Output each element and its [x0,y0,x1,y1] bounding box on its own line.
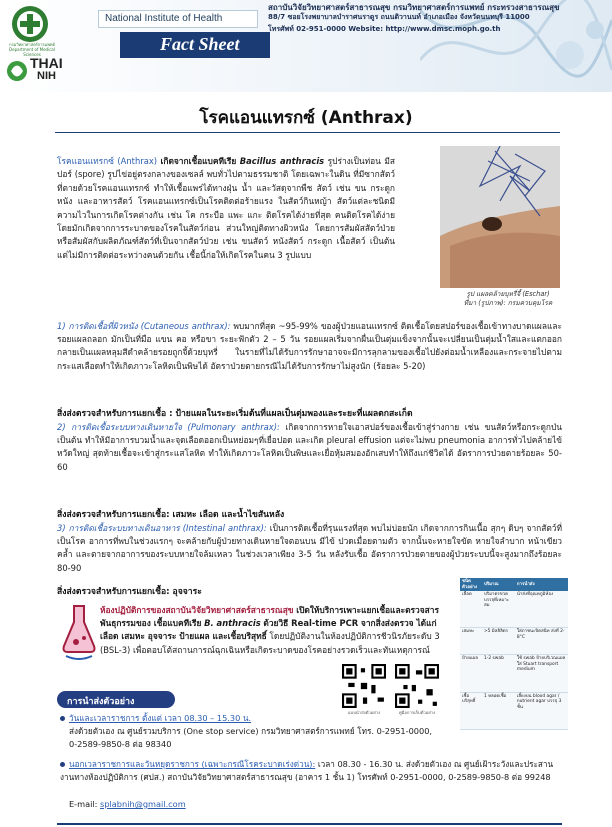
table-header-cell: ปริมาณ [482,578,515,591]
photo-caption-line-2: ที่มา (รูปภาพ): กรมควบคุมโรค [463,299,553,307]
office-hours-body-2: 0-2589-9850-8 ต่อ 98340 [69,739,172,749]
table-cell: ป้ายแผล [460,655,482,692]
qr-code-submission-form[interactable] [342,664,386,708]
email-link[interactable]: splabnih@gmail.com [100,799,186,809]
table-header-row [460,578,568,591]
table-header-cell: การนำส่ง [515,578,568,591]
email-label: E-mail: [69,799,98,809]
qr-code-sampling-guide[interactable] [395,664,439,708]
table-cell: ปริมาตรขวด บรรจุที่เหมาะสม [482,591,515,628]
institute-label: National Institute of Health [98,10,258,28]
specimen-note: สิ่งส่งตรวจสำหรับการแยกเชื้อ: เสมหะ เลือด และน้ำไขสันหลัง [57,510,285,520]
table-cell: ใส่ภาชนะปิดสนิท ส่งที่ 2-8°C [515,628,568,655]
send-specimen-label: การนำส่งตัวอย่าง [57,691,175,708]
bullet-icon [60,762,65,767]
section-heading: 3) การติดเชื้อระบบทางเดินอาหาร (Intestinal anthrax): [57,523,267,533]
table-row [460,591,568,628]
list-item-after-hours [60,758,565,798]
section-cutaneous [57,320,562,400]
email-row [69,798,565,811]
section-body: เป็นการติดเชื้อที่รุนแรงที่สุด พบไม่บ่อยนัก เกิดจากการกินเนื้อ สุกๆ ดิบๆ จากสัตว์ที่เป็นโรค อาการที่พบในช่วงแรกๆ จะคล้ายกับผู้ป่วยทางเดินหายใจตอนบน มีไข้ ปวดเมื่อยตามตัว จากนั้นจะหายใจขัด หายใจลำบาก หน้าเขียวคล้ำ และตายจากอาการของระบบหายใจล้มเหลว ในช่วงเวลาเพียง 3-5 วัน หลังรับเชื้อ อัตราการป่วยตายของผู้ป่วยระบบนี้จะสูงมากถึงร้อยละ 80-90 [57,523,562,573]
lab-lead: ห้องปฏิบัติการของสถาบันวิจัยวิทยาศาสตร์สาธารณสุข [100,605,294,615]
office-hours-heading[interactable]: วันและเวลาราชการ ตั้งแต่ เวลา 08.30 – 15.30 น. [69,713,252,723]
section-body: พบมากที่สุด ~95-99% ของผู้ป่วยแอนแทรกซ์ ติดเชื้อโดยสปอร์ของเชื้อเข้าทางบาดแผลและรอยแผลถลอก มักเป็นที่มือ แขน คอ หรือขา ระยะฟักตัว 2 – 5 วัน รอยแผลเริ่มจากผื่นเป็นตุ่มแข็งจากนั้นจะเปลี่ยนเป็นตุ่มน้ำใสและแตกออกกลายเป็นแผลหลุมสีดำคล้ายรอยถูกจี้ด้วยบุหรี่ ในรายที่ไม่ได้รับการรักษาอาจจะมีการลุกลามของเชื้อไปยังต่อมน้ำเหลืองและกระจายไปตามกระแสเลือดทำให้เกิดภาวะโลหิตเป็นพิษได้ อัตราป่วยตายกรณีไม่ได้รับการรักษาไม่สูงนัก (ร้อยละ 5-20) [57,321,562,371]
fact-sheet-label: Fact Sheet [120,32,270,58]
intro-species: Bacillus anthracis [239,156,325,166]
section-heading: 2) การติดเชื้อระบบทางเดินหายใจ (Pulmonary anthrax): [57,422,280,432]
list-item-office-hours [60,712,565,725]
bottom-divider [57,823,562,825]
table-cell: นำส่งที่อุณหภูมิห้อง [515,591,568,628]
logo-caption: กรมวิทยาศาสตร์การแพทย์ Department of Medical Sciences [9,42,55,57]
page-title: โรคแอนแทรกซ์ (Anthrax) [199,108,413,128]
section-body: เกิดจากการหายใจเอาสปอร์ของเชื้อเข้าสู่ร่างกาย เช่น ขนสัตว์หรือกระดูกป่น เป็นต้น ทำให้มีอาการบวมน้ำและจุดเลือดออกเป็นหย่อมๆที่เยื่อปอด และเกิด pleural effusion แต่จะไม่พบ pneumonia อาการทั่วไปคล้ายไข้หวัดใหญ่ สุดท้ายเชื้อจะเข้าสู่กระแสโลหิต ทำให้เกิดภาวะโลหิตเป็นพิษและเยื่อหุ้มสมองอักเสบทำให้ถึงแก่ชีวิตได้ อัตราการป่วยตายร้อยละ 50-60 [57,422,562,472]
thainih-wordmark-2: NIH [37,70,56,82]
page-header [0,0,612,92]
lab-services-text [100,604,450,660]
eschar-photo [440,146,560,288]
table-cell: เลือด [460,591,482,628]
intro-body: รูปร่างเป็นท่อน มีสปอร์ (spore) รูปไข่อยู่ตรงกลางของเซลล์ พบทั่วไปตามธรรมชาติ โดยเฉพาะในดิน ที่มีซากสัตว์ที่ตายด้วยโรคแอนแทรกซ์ ทำให้เชื้อแพร่ได้ทางฝุ่น น้ำ และวัสดุจากพืช สัตว์ เช่น ขน กระดูกหนัง และอาหารสัตว์ โรคแอนแทรกซ์เป็นโรคติดต่อร้ายแรง ในสัตว์กินหญ้า สัตว์แต่ละชนิดมีความไวในการเกิดโรคต่างกัน เช่น โค กระบือ แพะ แกะ ติดโรคได้ง่ายที่สุด คนติดโรคได้ง่าย โดยมักเกิดจากการระบาดของโรคในสัตว์ก่อน ส่วนใหญ่ติดทางผิวหนัง โดยการสัมผัสสัตว์ป่วย หรือสัมผัสกับผลิตภัณฑ์สัตว์ที่เป็นจากสัตว์ป่วย เช่น ขนสัตว์ หนังสัตว์ กระดูก เนื้อสัตว์ เป็นต้น แต่ไม่มีการติดต่อระหว่างคนด้วยกัน เชื้อนี้ก่อให้เกิดโรคในคน 3 รูปแบบ [57,156,395,260]
qr-caption: แบบนำส่งตัวอย่าง [347,710,381,715]
title-divider [55,132,560,133]
org-line-3: โทรศัพท์ 02-951-0000 Website: http://www.dmsc.moph.go.th [268,25,501,33]
table-header-cell: ชนิดตัวอย่าง [460,578,482,591]
section-intestinal [57,522,562,580]
photo-caption-line-1: รูป แผลคล้ายบุหรี่จี้ (Eschar) [466,290,550,298]
table-cell: 1-2 swab [482,655,515,692]
table-cell: เสมหะ [460,628,482,655]
lab-lead-cont: เปิดให้บริการเพาะแยกเชื้อและตรวจสารพันธุกรรมของ เชื้อแบคทีเรีย [100,605,439,629]
table-cell: เชื้อบริสุทธิ์ [460,692,482,729]
specimen-table [460,578,568,730]
specimen-note: สิ่งส่งตรวจสำหรับการแยกเชื้อ: อุจจาระ [57,587,202,597]
lab-specimens: จากสิ่งส่งตรวจ ได้แก่ เลือด เสมหะ อุจจาระ ป้ายแผล และเชื้อบริสุทธิ์ [100,618,437,642]
intro-paragraph [57,155,395,315]
lab-method: ด้วยวิธี Real-time PCR [263,618,359,629]
specimen-note: สิ่งส่งตรวจสำหรับการแยกเชื้อ : ป้ายแผลในระยะเริ่มต้นที่แผลเป็นตุ่มพองและระยะที่แผลตกสะเก็ด [57,409,413,419]
bullet-icon [60,716,65,721]
lab-flask-icon [60,602,98,662]
after-hours-heading[interactable]: นอกเวลาราชการและวันหยุดราชการ (เฉพาะกรณีโรคระบาดเร่งด่วน): [69,759,316,769]
org-line-2: 88/7 ซอยโรงพยาบาลบำราศนราดูร ถนนติวานนท์ อำเภอเมือง จังหวัดนนทบุรี 11000 [268,13,530,21]
intro-term: โรคแอนแทรกซ์ (Anthrax) [57,156,158,166]
after-hours-body: เวลา 08.30 - 16.30 น. ส่งด้วยตัวเอง ณ ศูนย์เฝ้าระวังและประสานงานทางห้องปฏิบัติการ (ศปส.) สถาบันวิจัยวิทยาศาสตร์สาธารณสุข (อาคาร 1 ชั้น 1) โทรศัพท์ 0-2951-0000, 0-2589-9850-8 ต่อ 99248 [60,759,554,782]
office-hours-body: ส่งด้วยตัวเอง ณ ศูนย์รวมบริการ (One stop service) กรมวิทยาศาสตร์การแพทย์ โทร. 0-2951-0000, [69,726,433,736]
table-cell: 1 หลอดเชื้อ [482,692,515,729]
table-cell: >5 มิลลิลิตร [482,628,515,655]
lab-tail: โดยปฏิบัติงานในห้องปฏิบัติการชีวนิรภัยระดับ 3 (BSL-3) เพื่อตอบโต้สถานการณ์ฉุกเฉินหรือเกิดระบาดของโรคอย่างรวดเร็วและทันเหตุการณ์ [100,631,440,655]
lab-species: B. anthracis [204,618,261,629]
table-row [460,655,568,692]
section-pulmonary [57,421,562,501]
qr-caption: คู่มือการเก็บตัวอย่าง [398,710,436,715]
org-line-1: สถาบันวิจัยวิทยาศาสตร์สาธารณสุข กรมวิทยาศาสตร์การแพทย์ กระทรวงสาธารณสุข [268,3,560,12]
table-cell: ใช้ swab ป้ายบริเวณแผล ใส่ Stuart transport medium [515,655,568,692]
table-cell: เลี้ยงบน blood agar / nutrient agar บรรจุ 3 ชั้น [515,692,568,729]
intro-cause: เกิดจากเชื้อแบคทีเรีย [160,156,237,166]
section-heading: 1) การติดเชื้อที่ผิวหนัง (Cutaneous anthrax): [57,321,231,331]
dmsc-logo [8,4,52,44]
photo-caption [454,290,562,308]
table-row [460,628,568,655]
thainih-wordmark: THAI [30,55,63,71]
